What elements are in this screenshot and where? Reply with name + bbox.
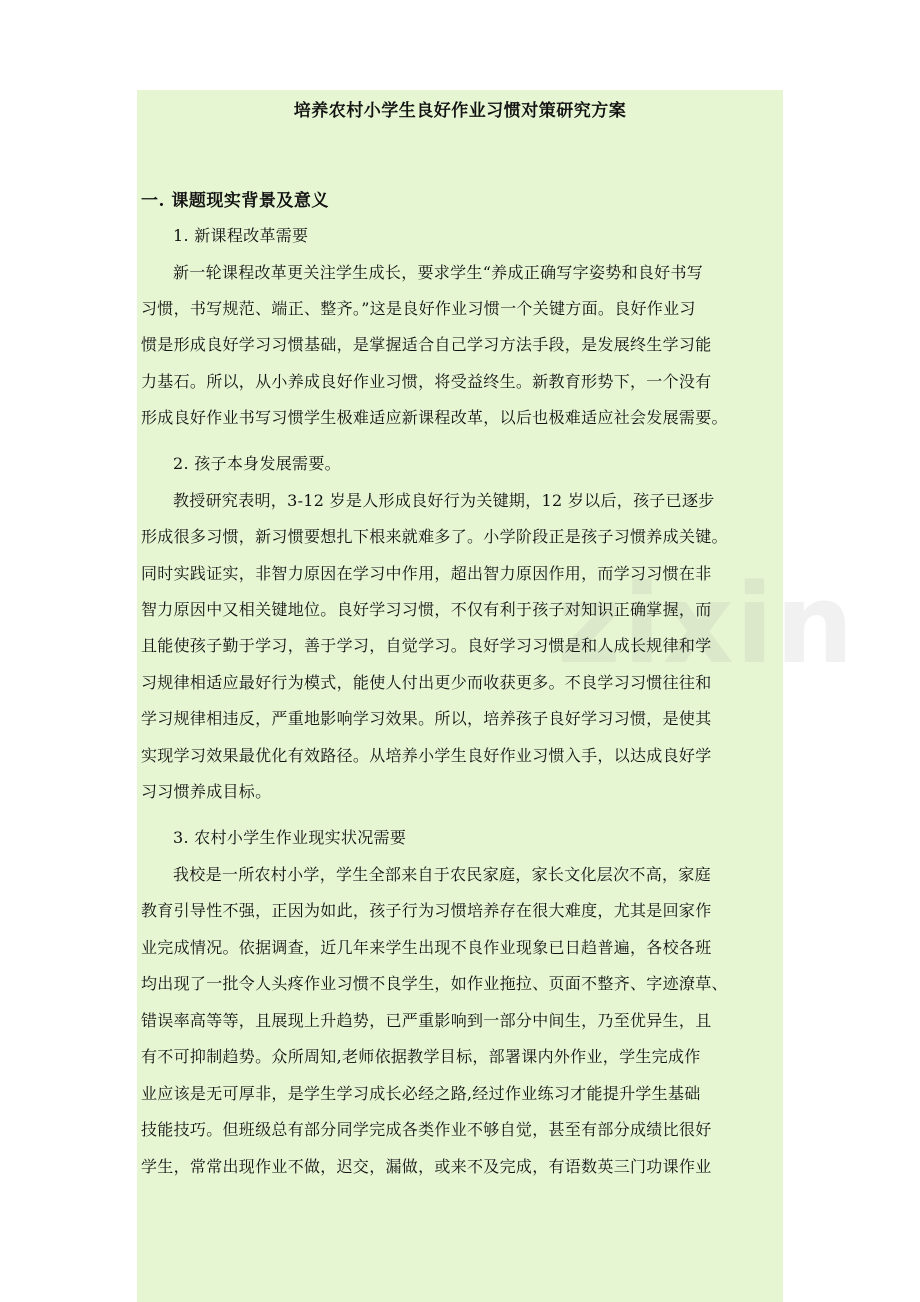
paragraph-line: 均出现了一批令人头疼作业习惯不良学生，如作业拖拉、页面不整齐、字迹潦草、 [141,974,728,993]
document-page [137,90,856,1302]
document-title: 培养农村小学生良好作业习惯对策研究方案 [293,101,627,121]
paragraph-line: 同时实践证实，非智力原因在学习中作用，超出智力原因作用，而学习习惯在非 [141,564,712,583]
paragraph-line: 习规律相适应最好行为模式，能使人付出更少而收获更多。不良学习习惯往往和 [141,673,712,692]
paragraph-line: 错误率高等等，且展现上升趋势，已严重影响到一部分中间生，乃至优异生，且 [141,1011,712,1030]
paragraph-line: 且能使孩子勤于学习，善于学习，自觉学习。良好学习习惯是和人成长规律和学 [141,636,712,655]
paragraph-line: 惯是形成良好学习习惯基础，是掌握适合自己学习方法手段，是发展终生学习能 [141,335,712,354]
subheading-3: 3. 农村小学生作业现实状况需要 [173,828,407,847]
watermark: zixin [557,560,856,688]
paragraph-line: 技能技巧。但班级总有部分同学完成各类作业不够自觉，甚至有部分成绩比很好 [141,1120,712,1139]
paragraph-line: 我校是一所农村小学，学生全部来自于农民家庭，家长文化层次不高，家庭 [173,865,711,884]
paragraph-line: 智力原因中又相关键地位。良好学习习惯，不仅有利于孩子对知识正确掌握，而 [141,600,712,619]
paragraph-line: 业应该是无可厚非，是学生学习成长必经之路,经过作业练习才能提升学生基础 [141,1084,701,1103]
paragraph-line: 形成良好作业书写习惯学生极难适应新课程改革，以后也极难适应社会发展需要。 [141,408,728,427]
paragraph-line: 习习惯养成目标。 [141,782,272,801]
paragraph-line: 学习规律相违反，严重地影响学习效果。所以，培养孩子良好学习习惯，是使其 [141,709,712,728]
paragraph-line: 形成很多习惯，新习惯要想扎下根来就难多了。小学阶段正是孩子习惯养成关键。 [141,527,728,546]
section-heading: 一. 课题现实背景及意义 [141,191,329,211]
paragraph-line: 力基石。所以，从小养成良好作业习惯，将受益终生。新教育形势下，一个没有 [141,372,712,391]
paragraph-line: 新一轮课程改革更关注学生成长，要求学生“养成正确写字姿势和良好书写 [173,263,704,282]
paragraph-line: 业完成情况。依据调查，近几年来学生出现不良作业现象已日趋普遍，各校各班 [141,938,712,957]
subheading-2: 2. 孩子本身发展需要。 [173,454,341,473]
subheading-1: 1. 新课程改革需要 [173,226,309,245]
paragraph-line: 学生，常常出现作业不做，迟交，漏做，或来不及完成，有语数英三门功课作业 [141,1157,712,1176]
paragraph-line: 有不可抑制趋势。众所周知,老师依据教学目标，部署课内外作业，学生完成作 [141,1047,701,1066]
paragraph-line: 教授研究表明，3-12 岁是人形成良好行为关键期，12 岁以后，孩子已逐步 [173,491,715,510]
paragraph-line: 实现学习效果最优化有效路径。从培养小学生良好作业习惯入手，以达成良好学 [141,746,712,765]
paragraph-line: 习惯，书写规范、端正、整齐。”这是良好作业习惯一个关键方面。良好作业习 [141,299,696,318]
paragraph-line: 教育引导性不强，正因为如此，孩子行为习惯培养存在很大难度，尤其是回家作 [141,901,712,920]
